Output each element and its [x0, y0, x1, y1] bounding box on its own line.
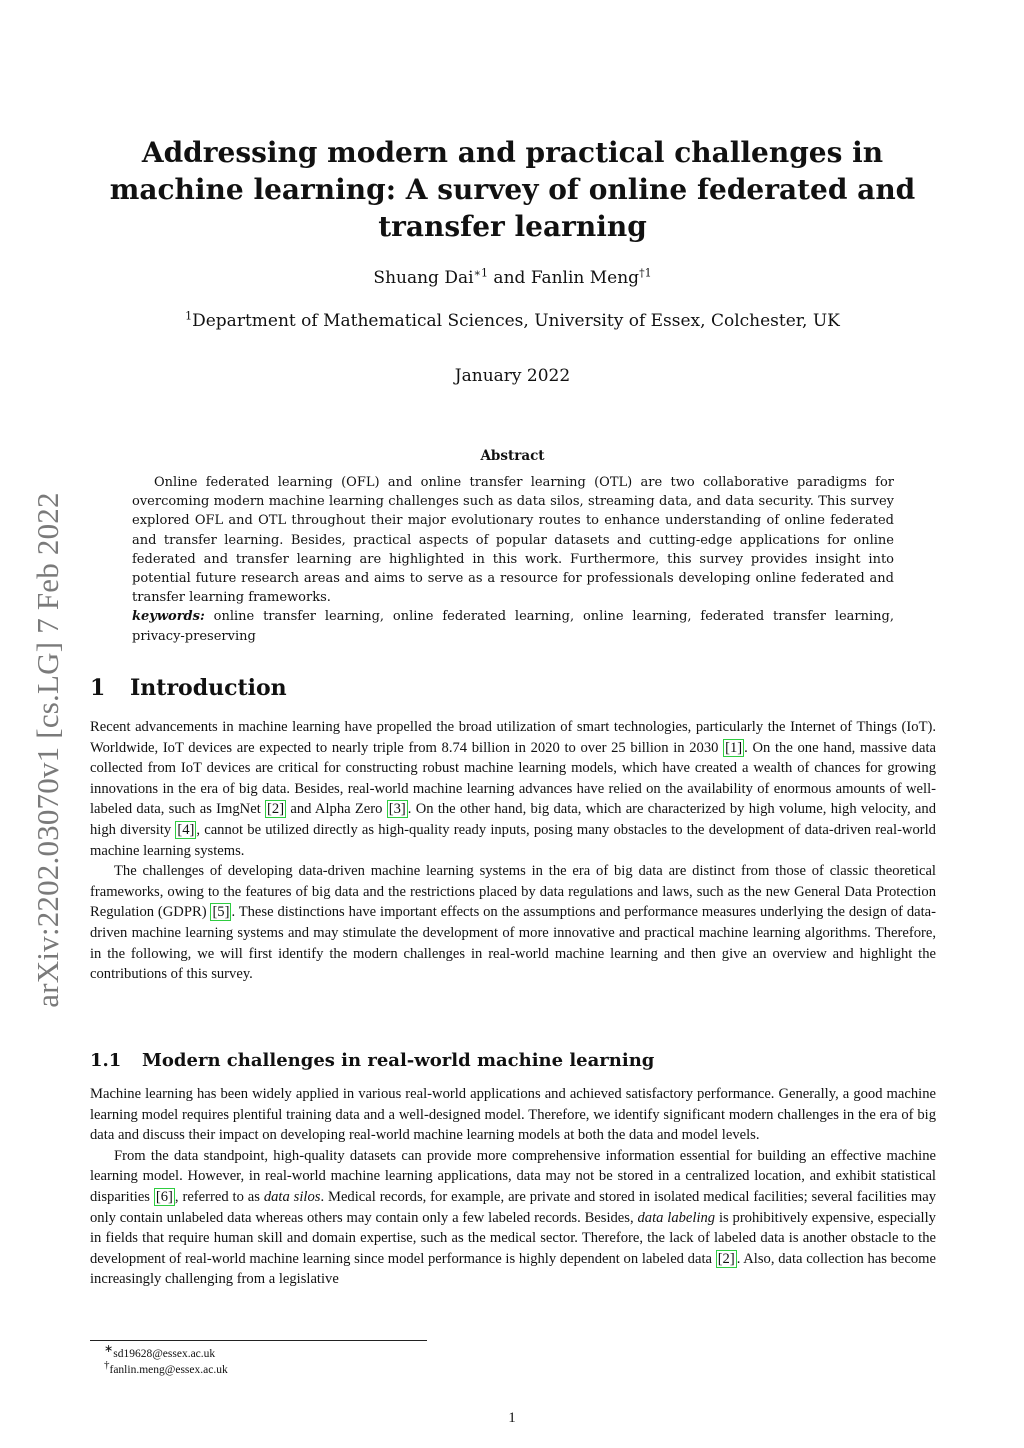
- text-run: . On the one hand, massive data collected from IoT devices are critical for constructing robust machine learning models, which have created a wealth of chances for growing innovations in the era of big data. Besides, real-world machine learning advances have relied on the availability of enormous amounts of well-labeled data, such as ImgNet: [90, 739, 936, 818]
- footnote-1-mark: ∗: [104, 1343, 114, 1356]
- text-run: , cannot be utilized directly as high-quality ready inputs, posing many obstacles to the development of data-driven real-world machine learning systems.: [90, 821, 936, 859]
- subsection-body: [90, 1084, 936, 1290]
- footnote-2-email: fanlin.meng@essex.ac.uk: [109, 1364, 228, 1376]
- citation-link[interactable]: [4]: [177, 821, 195, 838]
- keywords-list: online transfer learning, online federated learning, online learning, federated transfer learning, privacy-preserving: [132, 609, 894, 644]
- text-run: . These distinctions have important effects on the assumptions and performance measures underlying the design of data-driven machine learning systems and may stimulate the development of more innovative and practical machine learning algorithms. Therefore, in the following, we will first identify the modern challenges in real-world machine learning and then give an overview and highlight the contributions of this survey.: [90, 904, 936, 983]
- footnote-1-email: sd19628@essex.ac.uk: [113, 1348, 216, 1360]
- text-run: From the data standpoint, high-quality datasets can provide more comprehensive information essential for building an effective machine learning model. However, in real-world machine learning applications, data may not be stored in a centralized location, and exhibit statistical disparities: [90, 1147, 936, 1205]
- footnote-2: [104, 1359, 228, 1378]
- abstract-text: Online federated learning (OFL) and online transfer learning (OTL) are two collaborative paradigms for overcoming modern machine learning challenges such as data silos, streaming data, and data security. This survey explored OFL and OTL throughout their major evolutionary routes to enhance understanding of online federated and transfer learning. Besides, practical aspects of popular datasets and cutting-edge applications for online federated and transfer learning are highlighted in this work. Furthermore, this survey provides insight into potential future research areas and aims to serve as a resource for professionals developing online federated and transfer learning frameworks.: [132, 475, 894, 606]
- publication-date: January 2022: [454, 366, 571, 386]
- author-1-marks: ∗1: [473, 266, 489, 280]
- text-run: . Also, data collection has become increasingly challenging from a legislative: [90, 1250, 936, 1288]
- text-run: and Alpha Zero: [286, 801, 387, 818]
- keywords-line: [132, 607, 894, 645]
- affiliation-text: Department of Mathematical Sciences, University of Essex, Colchester, UK: [192, 311, 840, 331]
- citation-link[interactable]: [2]: [267, 801, 285, 818]
- footnote-1: [104, 1343, 228, 1362]
- section-title: Introduction: [130, 675, 287, 701]
- keywords-label: keywords:: [132, 609, 205, 625]
- subsection-number: 1.1: [90, 1050, 122, 1071]
- page-number: 1: [508, 1410, 516, 1426]
- subsection-paragraph-2: [90, 1146, 936, 1290]
- citation-link[interactable]: [6]: [155, 1188, 173, 1205]
- affiliation: [90, 311, 935, 331]
- introduction-body: [90, 717, 936, 985]
- text-run: . Medical records, for example, are private and stored in isolated medical facilities; several facilities may only contain unlabeled data whereas others may contain only a few labeled records. Besides,: [90, 1188, 936, 1226]
- abstract-body: [132, 473, 894, 646]
- affiliation-mark: 1: [185, 309, 193, 323]
- author-conjunction: and: [488, 268, 531, 288]
- intro-paragraph-2: [90, 861, 936, 985]
- text-run: . On the other hand, big data, which are characterized by high volume, high velocity, and high diversity: [90, 801, 937, 838]
- author-1: Shuang Dai: [373, 268, 474, 288]
- author-2-marks: †1: [639, 266, 652, 280]
- text-run: The challenges of developing data-driven machine learning systems in the era of big data are distinct from those of classic theoretical frameworks, owing to the features of big data and the restrictions placed by data regulations and laws, such as the new General Data Protection Regulation (GDPR): [90, 863, 936, 921]
- text-run: Recent advancements in machine learning have propelled the broad utilization of smart technologies, particularly the Internet of Things (IoT). Worldwide, IoT devices are expected to nearly triple from 8.74 billion in 2020 to over 25 billion in 2030: [90, 719, 936, 756]
- section-heading-introduction: [90, 675, 287, 701]
- footnotes: [104, 1343, 228, 1378]
- author-line: [90, 268, 935, 288]
- subsection-paragraph-1: Machine learning has been widely applied in various real-world applications and achieved satisfactory performance. Generally, a good machine learning model requires plentiful training data and a well-designed model. Therefore, we identify significant modern challenges in the era of big data and discuss their impact on developing real-world machine learning models at both the data and model levels.: [90, 1086, 936, 1144]
- footnote-rule: [90, 1340, 427, 1341]
- emphasis-data-silos: data silos: [263, 1188, 321, 1205]
- abstract-heading: Abstract: [480, 448, 545, 464]
- citation-link[interactable]: [5]: [212, 904, 230, 921]
- intro-paragraph-1: [90, 717, 936, 861]
- paper-title: Addressing modern and practical challenges in machine learning: A survey of online federated and transfer learning: [109, 136, 916, 243]
- emphasis-data-labeling: data labeling: [637, 1209, 716, 1226]
- subsection-title: Modern challenges in real-world machine learning: [142, 1050, 655, 1071]
- footnote-2-mark: †: [104, 1359, 110, 1372]
- citation-link[interactable]: [2]: [717, 1250, 735, 1267]
- subsection-heading-modern-challenges: [90, 1050, 654, 1071]
- section-number: 1: [90, 675, 106, 701]
- citation-link[interactable]: [3]: [388, 801, 406, 818]
- citation-link[interactable]: [1]: [725, 739, 743, 756]
- text-run: is prohibitively expensive, especially in fields that require human skill and domain expertise, such as the medical sector. Therefore, the lack of labeled data is another obstacle to the development of real-world machine learning since model performance is highly dependent on labeled data: [90, 1209, 936, 1267]
- arxiv-id-text: arXiv:2202.03070v1 [cs.LG] 7 Feb 2022: [30, 492, 65, 1008]
- author-2: Fanlin Meng: [530, 268, 640, 288]
- text-run: , referred to as: [174, 1188, 264, 1205]
- arxiv-identifier-stamp: [28, 460, 68, 1040]
